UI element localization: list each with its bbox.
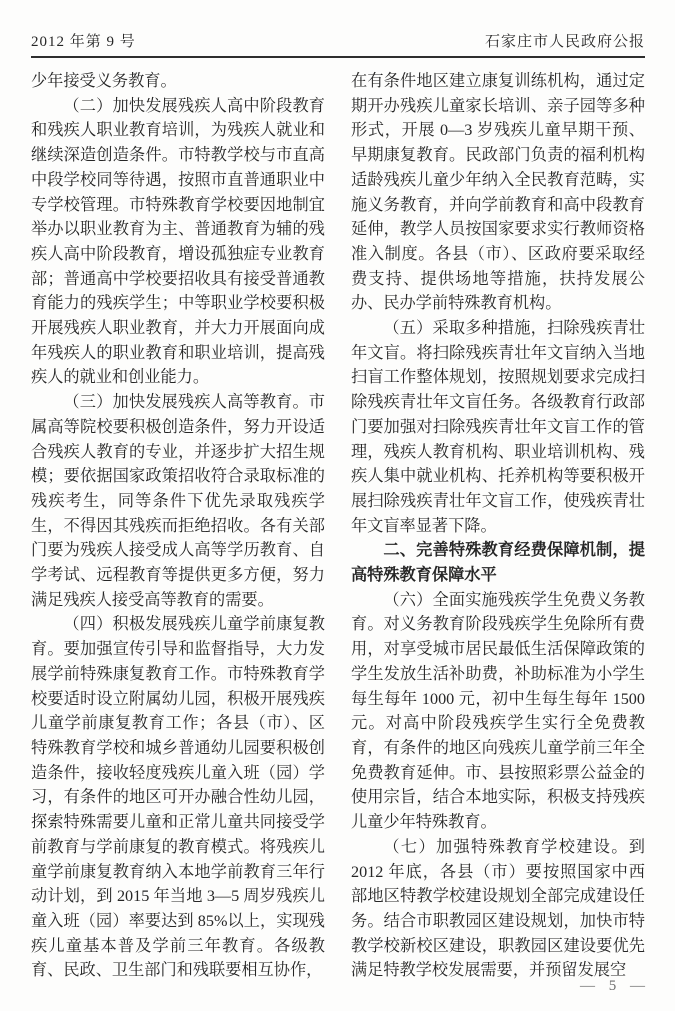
document-body: [31, 69, 645, 981]
issue-number: 2012 年第 9 号: [31, 34, 136, 50]
paragraph: 少年接受义务教育。: [31, 72, 177, 90]
paragraph: 在有条件地区建立康复训练机构，通过定期开办残疾儿童家长培训、亲子园等多种形式，开展 0—3 岁残疾儿童早期干预、早期康复教育。民政部门负责的福利机构适龄残疾儿童少年纳入全民教育范畴，实施义务教育，并向学前教育和高中段教育延伸，教学人员按国家要求实行教师资格准入制度。各县（市）、区政府要采取经费支持、提供场地等措施，扶持发展公办、民办学前特殊教育机构。: [351, 72, 645, 313]
page-number: — 5 —: [580, 978, 647, 994]
text-column-left: [31, 69, 325, 984]
paragraph: （三）加快发展残疾人高等教育。市属高等院校要积极创造条件，努力开设适合残疾人教育的专业，并逐步扩大招生规模；要依据国家政策招收符合录取标准的残疾考生，同等条件下优先录取残疾学生，不得因其残疾而拒绝招收。各有关部门要为残疾人接受成人高等学历教育、自学考试、远程教育等提供更多方便，努力满足残疾人接受高等教育的需要。: [31, 393, 325, 609]
paragraph: （四）积极发展残疾儿童学前康复教育。要加强宣传引导和监督指导，大力发展学前特殊康复教育工作。市特殊教育学校要适时设立附属幼儿园，积极开展残疾儿童学前康复教育工作；各县（市）、区特殊教育学校和城乡普通幼儿园要积极创造条件，接收轻度残疾儿童入班（园）学习，有条件的地区可开办融合性幼儿园，探索特殊需要儿童和正常儿童共同接受学前教育与学前康复的教育模式。将残疾儿童学前康复教育纳入本地学前教育三年行动计划，到 2015 年当地 3—5 周岁残疾儿童入班（园）率要达到 85%以上，实现残疾儿童基本普及学前三年教育。各级教育、民政、卫生部门和残联要相互协作，: [31, 615, 325, 980]
gazette-title: 石家庄市人民政府公报: [484, 34, 645, 50]
paragraph: （五）采取多种措施，扫除残疾青壮年文盲。将扫除残疾青壮年文盲纳入当地扫盲工作整体规划，按照规划要求完成扫除残疾青壮年文盲任务。各级教育行政部门要加强对扫除残疾青壮年文盲工作的管理，残疾人教育机构、职业培训机构、残疾人集中就业机构、托养机构等要积极开展扫除残疾青壮年文盲工作，使残疾青壮年文盲率显著下降。: [351, 319, 645, 535]
header-rule: [31, 56, 645, 58]
page-header: [31, 30, 645, 51]
section-heading: 二、完善特殊教育经费保障机制，提高特殊教育保障水平: [351, 541, 645, 585]
text-column-right: [351, 69, 645, 984]
paragraph: （七）加强特殊教育学校建设。到 2012 年底，各县（市）要按照国家中西部地区特教学校建设规划全部完成建设任务。结合市职教园区建设规划，加快市特教学校新校区建设，职教园区建设要优先满足特教学校发展需要，并预留发展空: [351, 837, 645, 980]
paragraph: （二）加快发展残疾人高中阶段教育和残疾人职业教育培训，为残疾人就业和继续深造创造条件。市特教学校与市直高中段学校同等待遇，按照市直普通职业中专学校管理。市特殊教育学校要因地制宜举办以职业教育为主、普通教育为辅的残疾人高中阶段教育，增设孤独症专业教育部；普通高中学校要招收具有接受普通教育能力的残疾学生；中等职业学校要积极开展残疾人职业教育，并大力开展面向成年残疾人的职业教育和职业培训，提高残疾人的就业和创业能力。: [31, 96, 325, 387]
paragraph: （六）全面实施残疾学生免费义务教育。对义务教育阶段残疾学生免除所有费用，对享受城市居民最低生活保障政策的学生发放生活补助费，补助标准为小学生每生每年 1000 元，初中生每生每年 1500 元。对高中阶段残疾学生实行全免费教育，有条件的地区向残疾儿童学前三年全免费教育延伸。市、县按照彩票公益金的使用宗旨，结合本地实际，积极支持残疾儿童少年特殊教育。: [351, 590, 645, 832]
